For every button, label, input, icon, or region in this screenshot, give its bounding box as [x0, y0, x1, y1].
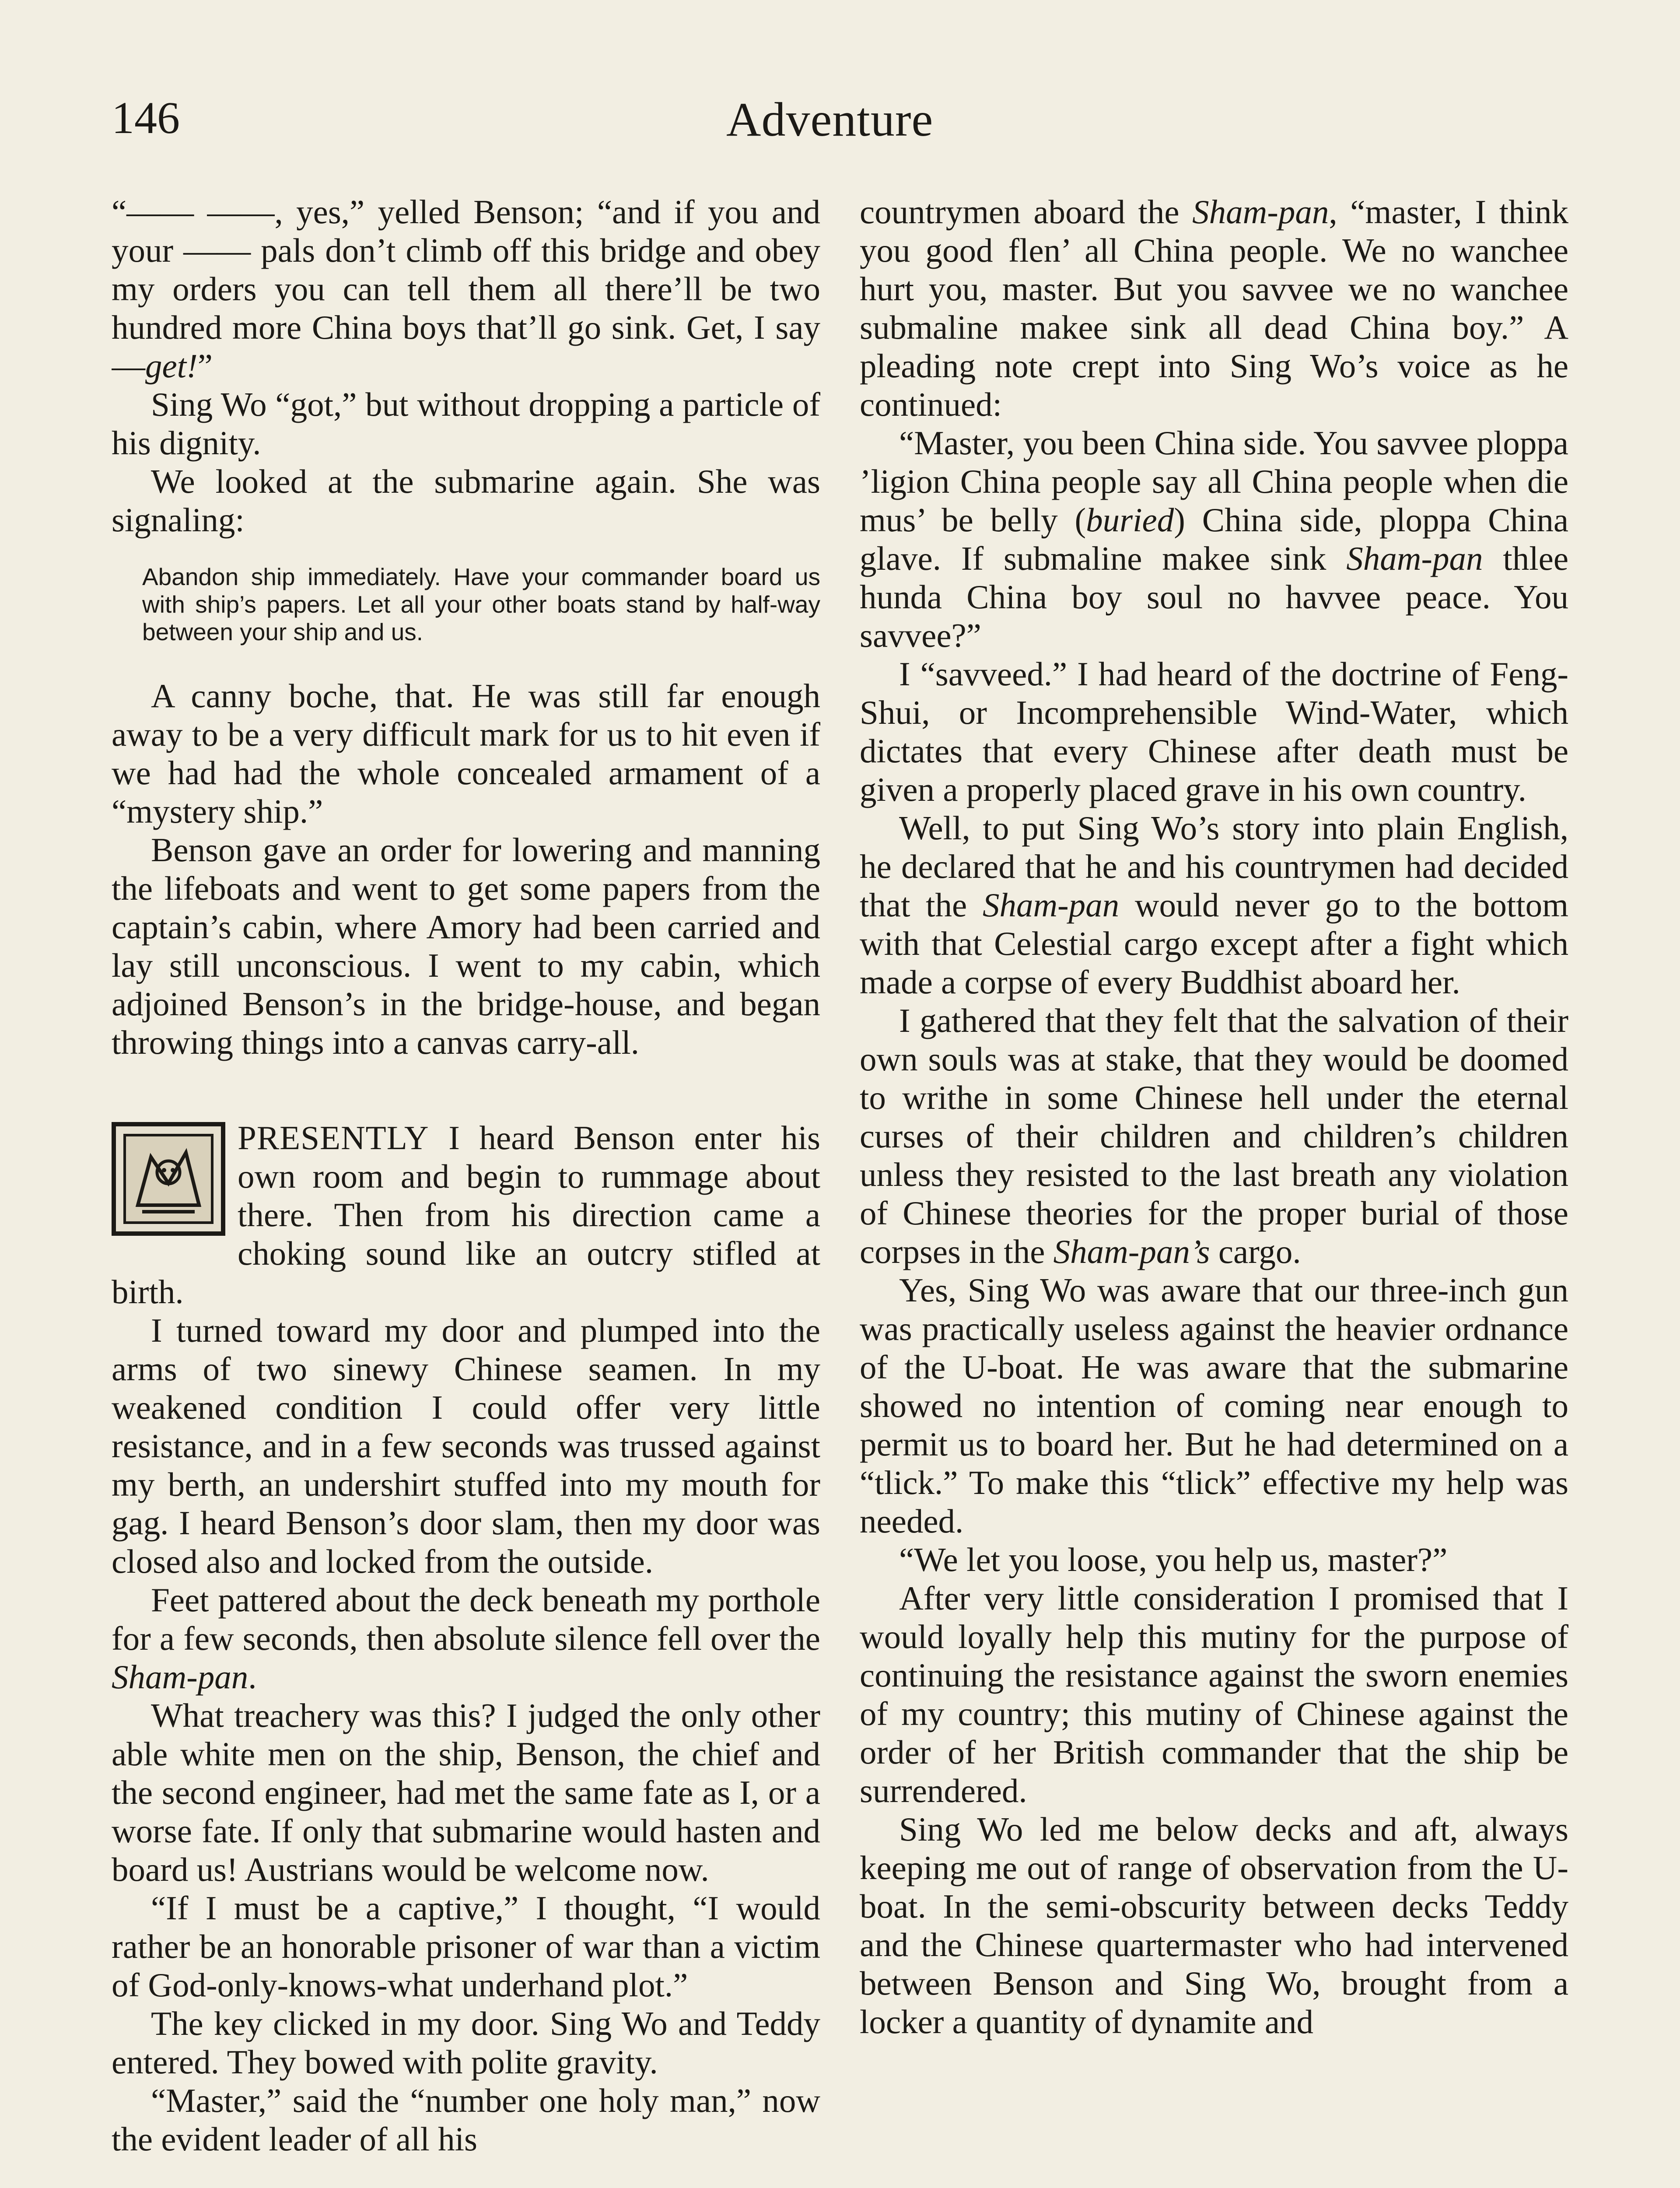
paragraph: “We let you loose, you help us, master?” [899, 1541, 1448, 1578]
submarine-signal-text: Abandon ship immediately. Have your commander board us with ship’s papers. Let all your other boats stand by half-way between your ship and us. [142, 563, 820, 645]
left-column [112, 193, 820, 2188]
paragraph: The key clicked in my door. Sing Wo and Teddy entered. They bowed with polite gravity. [112, 2005, 820, 2081]
paragraph: “If I must be a captive,” I thought, “I would rather be an honorable prisoner of war than a victim of God-only-knows-what underhand plot.” [112, 1889, 820, 2004]
page-header [0, 92, 1680, 158]
page-number: 146 [112, 93, 180, 143]
paragraph: Yes, Sing Wo was aware that our three-inch gun was practically useless against the heavier ordnance of the U-boat. He was aware that the submarine showed no intention of coming near enough to permit us to board her. But he had determined on a “tlick.” To make this “tlick” effective my help was needed. [860, 1271, 1568, 1540]
paragraph: “Master,” said the “number one holy man,” now the evident leader of all his [112, 2082, 820, 2158]
right-column [860, 193, 1568, 2188]
paragraph: Sing Wo led me below decks and aft, always keeping me out of range of observation from the U-boat. In the semi-obscurity between decks Teddy and the Chinese quartermaster who had intervened between Benson and Sing Wo, brought from a locker a quantity of dynamite and [860, 1810, 1568, 2041]
paragraph: “—— ——, yes,” yelled Benson; “and if you and your —— pals don’t climb off this bridge and obey my orders you can tell them all there’ll be two hundred more China boys that’ll go sink. Get, I say—get!” [112, 193, 820, 385]
paragraph: Well, to put Sing Wo’s story into plain English, he declared that he and his countrymen had decided that the Sham-pan would never go to the bottom with that Celestial cargo except after a fight which made a corpse of every Buddhist aboard her. [860, 809, 1568, 1001]
ornamental-initial-icon [112, 1122, 225, 1236]
paragraph: What treachery was this? I judged the only other able white men on the ship, Benson, the chief and the second engineer, had met the same fate as I, or a worse fate. If only that submarine would hasten and board us! Austrians would be welcome now. [112, 1697, 820, 1888]
paragraph-with-ornament: PRESENTLY I heard Benson enter his own room and begin to rummage about there. Then from his direction came a choking sound like an outcry stifled at birth. [112, 1119, 820, 1311]
paragraph: We looked at the submarine again. She was signaling: [112, 463, 820, 539]
paragraph: I turned toward my door and plumped into the arms of two sinewy Chinese seamen. In my weakened condition I could offer very little resistance, and in a few seconds was trussed against my berth, an undershirt stuffed into my mouth for gag. I heard Benson’s door slam, then my door was closed also and locked from the outside. [112, 1311, 820, 1580]
paragraph: I gathered that they felt that the salvation of their own souls was at stake, that they would be doomed to writhe in some Chinese hell under the eternal curses of their children and children’s children unless they resisted to the last breath any violation of Chinese theories for the proper burial of those corpses in the Sham-pan’s cargo. [860, 1002, 1568, 1270]
paragraph: I “savveed.” I had heard of the doctrine of Feng-Shui, or Incomprehensible Wind-Water, which dictates that every Chinese after death must be given a properly placed grave in his own country. [860, 655, 1568, 808]
running-title: Adventure [726, 93, 934, 146]
paragraph: Feet pattered about the deck beneath my porthole for a few seconds, then absolute silence fell over the Sham-pan. [112, 1581, 820, 1696]
paragraph: After very little consideration I promised that I would loyally help this mutiny for the purpose of continuing the resistance against the sworn enemies of my country; this mutiny of Chinese against the order of her British commander that the ship be surrendered. [860, 1579, 1568, 1809]
paragraph: “Master, you been China side. You savvee ploppa ’ligion China people say all China people when die mus’ be belly (buried) China side, ploppa China glave. If submaline makee sink Sham-pan thlee hunda China boy soul no havvee peace. You savvee?” [860, 424, 1568, 654]
section-break [112, 1062, 820, 1119]
paragraph: A canny boche, that. He was still far enough away to be a very difficult mark for us to hit even if we had had the whole concealed armament of a “mystery ship.” [112, 677, 820, 830]
paragraph: countrymen aboard the Sham-pan, “master, I think you good flen’ all China people. We no wanchee hurt you, master. But you savvee we no wanchee submaline makee sink all dead China boy.” A pleading note crept into Sing Wo’s voice as he continued: [860, 193, 1568, 423]
paragraph: Benson gave an order for lowering and manning the lifeboats and went to get some papers from the captain’s cabin, where Amory had been carried and lay still unconscious. I went to my cabin, which adjoined Benson’s in the bridge-house, and began throwing things into a canvas carry-all. [112, 831, 820, 1061]
paragraph: Sing Wo “got,” but without dropping a particle of his dignity. [112, 386, 820, 462]
